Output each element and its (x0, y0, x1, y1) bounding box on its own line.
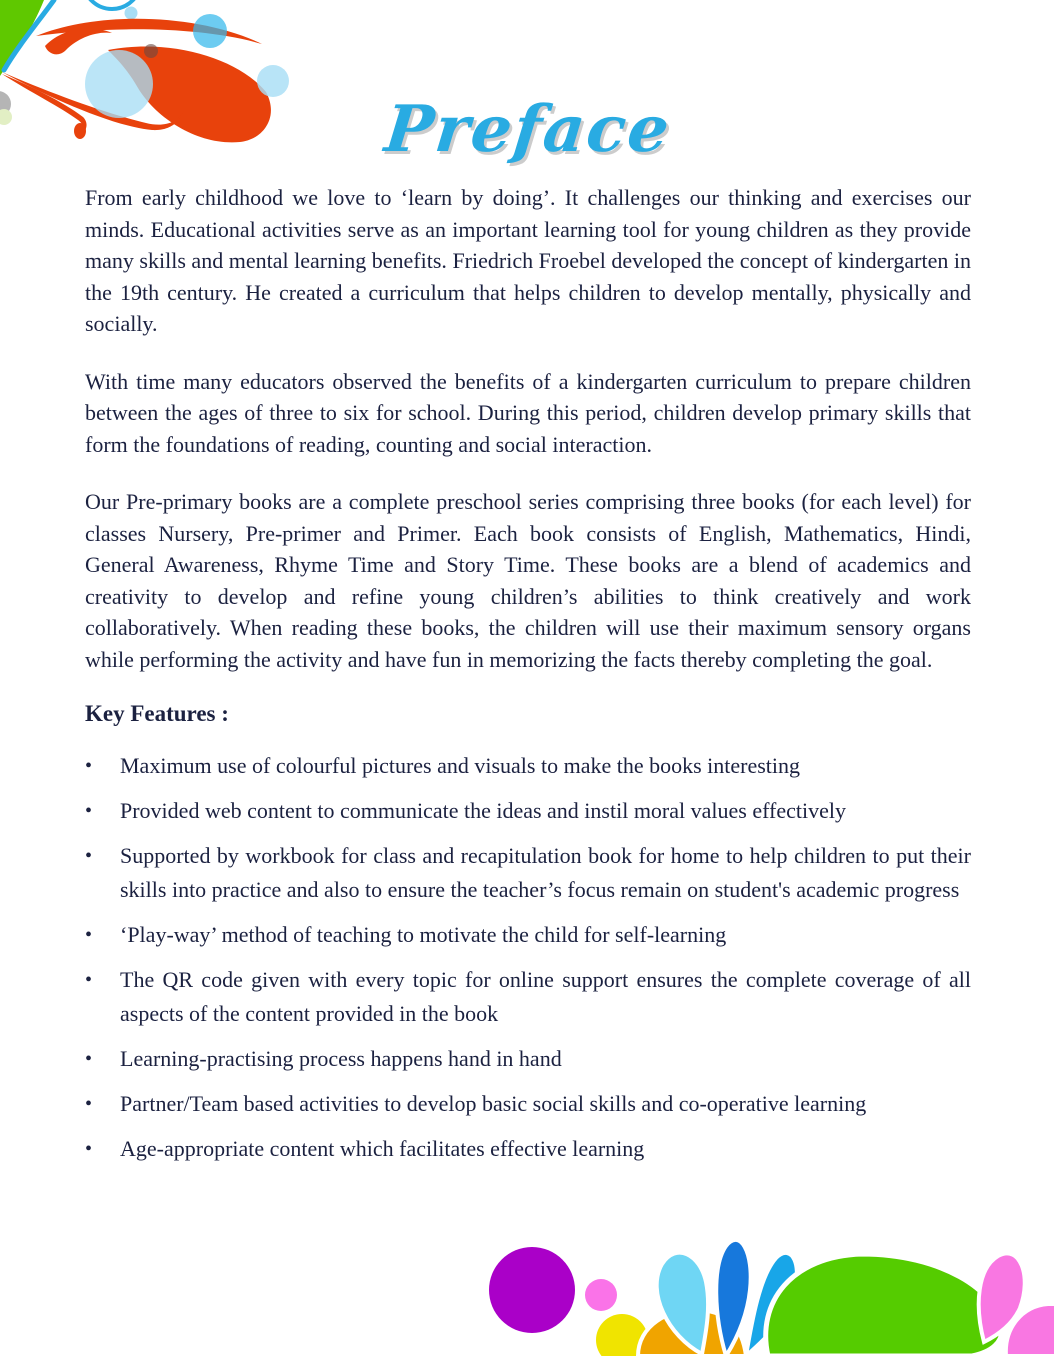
bullet-text: Maximum use of colourful pictures and visuals to make the books interesting (120, 753, 801, 778)
splash-yellow-circle (596, 1314, 648, 1356)
blue-curve-stroke (4, 0, 54, 70)
bottom-splash-decoration (0, 1232, 1056, 1356)
list-item (85, 1132, 971, 1166)
key-features-heading: Key Features : (85, 701, 229, 726)
blue-arc-outline (83, 0, 141, 9)
splash-cyan-petal (746, 1253, 797, 1356)
bullet-icon: • (85, 1138, 93, 1160)
paragraph-series: Our Pre-primary books are a complete preschool series comprising three books (for each level) for classes Nursery, Pre-primer and Primer. Each book consists of English, Mathematics, Hindi, General Awareness, Rhyme Time and Story Time. These books are a blend of academics and creativity to develop and refine young children’s abilities to think creatively and work collaboratively. When reading these books, the children will use their maximum sensory organs while performing the activity and have fun in memorizing the facts thereby completing the goal. (85, 489, 971, 672)
splash-blue-petal (716, 1240, 750, 1356)
splash-pink-dot (585, 1279, 617, 1311)
bullet-icon: • (85, 969, 93, 991)
splash-purple-circle (489, 1247, 575, 1333)
bullet-icon: • (85, 755, 93, 777)
bullet-icon: • (85, 845, 93, 867)
bullet-icon: • (85, 1093, 93, 1115)
paragraph-intro: From early childhood we love to ‘learn by doing’. It challenges our thinking and exercises our minds. Educational activities serve as an important learning tool for young children as they provide many skills and mental learning benefits. Friedrich Froebel developed the concept of kindergarten in the 19th century. He created a curriculum that helps children to develop mentally, physically and socially. (85, 185, 971, 336)
bullet-icon: • (85, 1048, 93, 1070)
bullet-text: ‘Play-way’ method of teaching to motivate the child for self-learning (120, 922, 727, 947)
preface-content (85, 182, 971, 1177)
splash-green-blob (766, 1254, 1002, 1356)
bullet-text: The QR code given with every topic for online support ensures the complete coverage of all aspects of the content provided in the book (120, 967, 971, 1026)
splash-sky-petal (657, 1253, 708, 1354)
list-item (85, 839, 971, 907)
key-features-list (85, 749, 971, 1166)
bullet-text: Supported by workbook for class and recapitulation book for home to help children to put their skills into practice and also to ensure the teacher’s focus remain on student's academic progress (120, 843, 971, 902)
page-title: Preface (381, 92, 675, 167)
bullet-icon: • (85, 800, 93, 822)
list-item (85, 1042, 971, 1076)
splash-pink-teardrop (979, 1253, 1025, 1342)
list-item (85, 1087, 971, 1121)
bullet-text: Learning-practising process happens hand in hand (120, 1046, 562, 1071)
bullet-text: Provided web content to communicate the ideas and instil moral values effectively (120, 798, 846, 823)
small-blue-dot (125, 7, 138, 20)
bubble-blue-overlap (193, 14, 227, 48)
paragraph-kindergarten: With time many educators observed the benefits of a kindergarten curriculum to prepare children between the ages of three to six for school. During this period, children develop primary skills that form the foundations of reading, counting and social interaction. (85, 368, 971, 457)
green-wedge-shape (0, 0, 44, 76)
bullet-icon: • (85, 924, 93, 946)
bullet-text: Age-appropriate content which facilitates effective learning (120, 1136, 645, 1161)
bullet-text: Partner/Team based activities to develop basic social skills and co-operative learning (120, 1091, 867, 1116)
bubble-brown-small (144, 44, 158, 58)
splash-orange-mound (638, 1310, 746, 1356)
list-item (85, 963, 971, 1031)
list-item (85, 794, 971, 828)
list-item (85, 918, 971, 952)
list-item (85, 749, 971, 783)
splash-pink-blob (1006, 1304, 1056, 1356)
